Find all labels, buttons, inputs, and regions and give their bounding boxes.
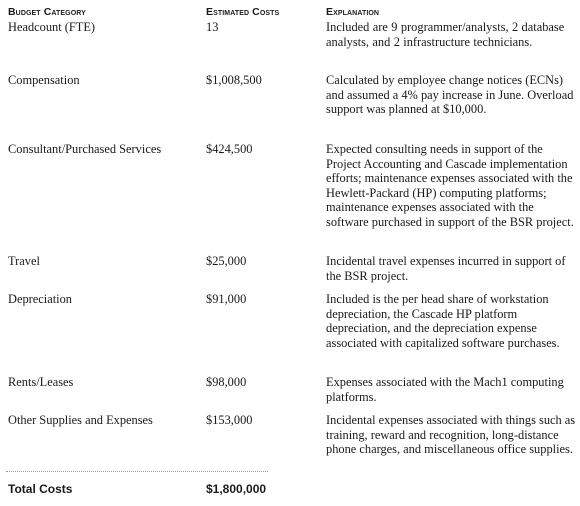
row-cost: $153,000 — [206, 413, 253, 427]
row-explanation: Incidental expenses associated with things such as training, reward and recognition, long-distance phone charges, and miscellaneous office supplies. — [326, 413, 576, 457]
row-explanation: Included are 9 programmer/analysts, 2 database analysts, and 2 infrastructure technicians. — [326, 20, 565, 49]
row-explanation: Incidental travel expenses incurred in support of the BSR project. — [326, 254, 566, 283]
total-divider — [6, 471, 268, 472]
row-category: Consultant/Purchased Services — [8, 142, 162, 156]
row-cost: $424,500 — [206, 142, 253, 156]
row-explanation: Calculated by employee change notices (ECNs) and assumed a 4% pay increase in June. Overload support was planned at $10,000. — [326, 73, 574, 117]
row-explanation: Expected consulting needs in support of the Project Accounting and Cascade implementation efforts; maintenance expenses associated with the Hewlett-Packard (HP) computing platforms; maintenance expenses associated with the software purchased in support of the BSR project. — [326, 142, 574, 229]
header-budget-category: Budget Category — [8, 6, 86, 18]
row-category: Compensation — [8, 73, 80, 87]
header-estimated-costs: Estimated Costs — [206, 6, 280, 18]
row-category: Other Supplies and Expenses — [8, 413, 153, 427]
row-cost: $25,000 — [206, 254, 247, 268]
row-explanation: Included is the per head share of workstation depreciation, the Cascade HP platform depreciation, and the depreciation expense associated with capitalized software purchases. — [326, 292, 560, 350]
row-explanation: Expenses associated with the Mach1 computing platforms. — [326, 375, 564, 404]
header-explanation: Explanation — [326, 6, 380, 18]
total-value: $1,800,000 — [206, 482, 267, 496]
row-cost: $1,008,500 — [206, 73, 262, 87]
row-cost: $91,000 — [206, 292, 247, 306]
table-header — [0, 6, 580, 20]
total-label: Total Costs — [8, 482, 73, 496]
row-category: Rents/Leases — [8, 375, 74, 389]
row-category: Travel — [8, 254, 40, 268]
row-cost: $98,000 — [206, 375, 247, 389]
row-cost: 13 — [206, 20, 219, 34]
row-category: Headcount (FTE) — [8, 20, 96, 34]
row-category: Depreciation — [8, 292, 72, 306]
